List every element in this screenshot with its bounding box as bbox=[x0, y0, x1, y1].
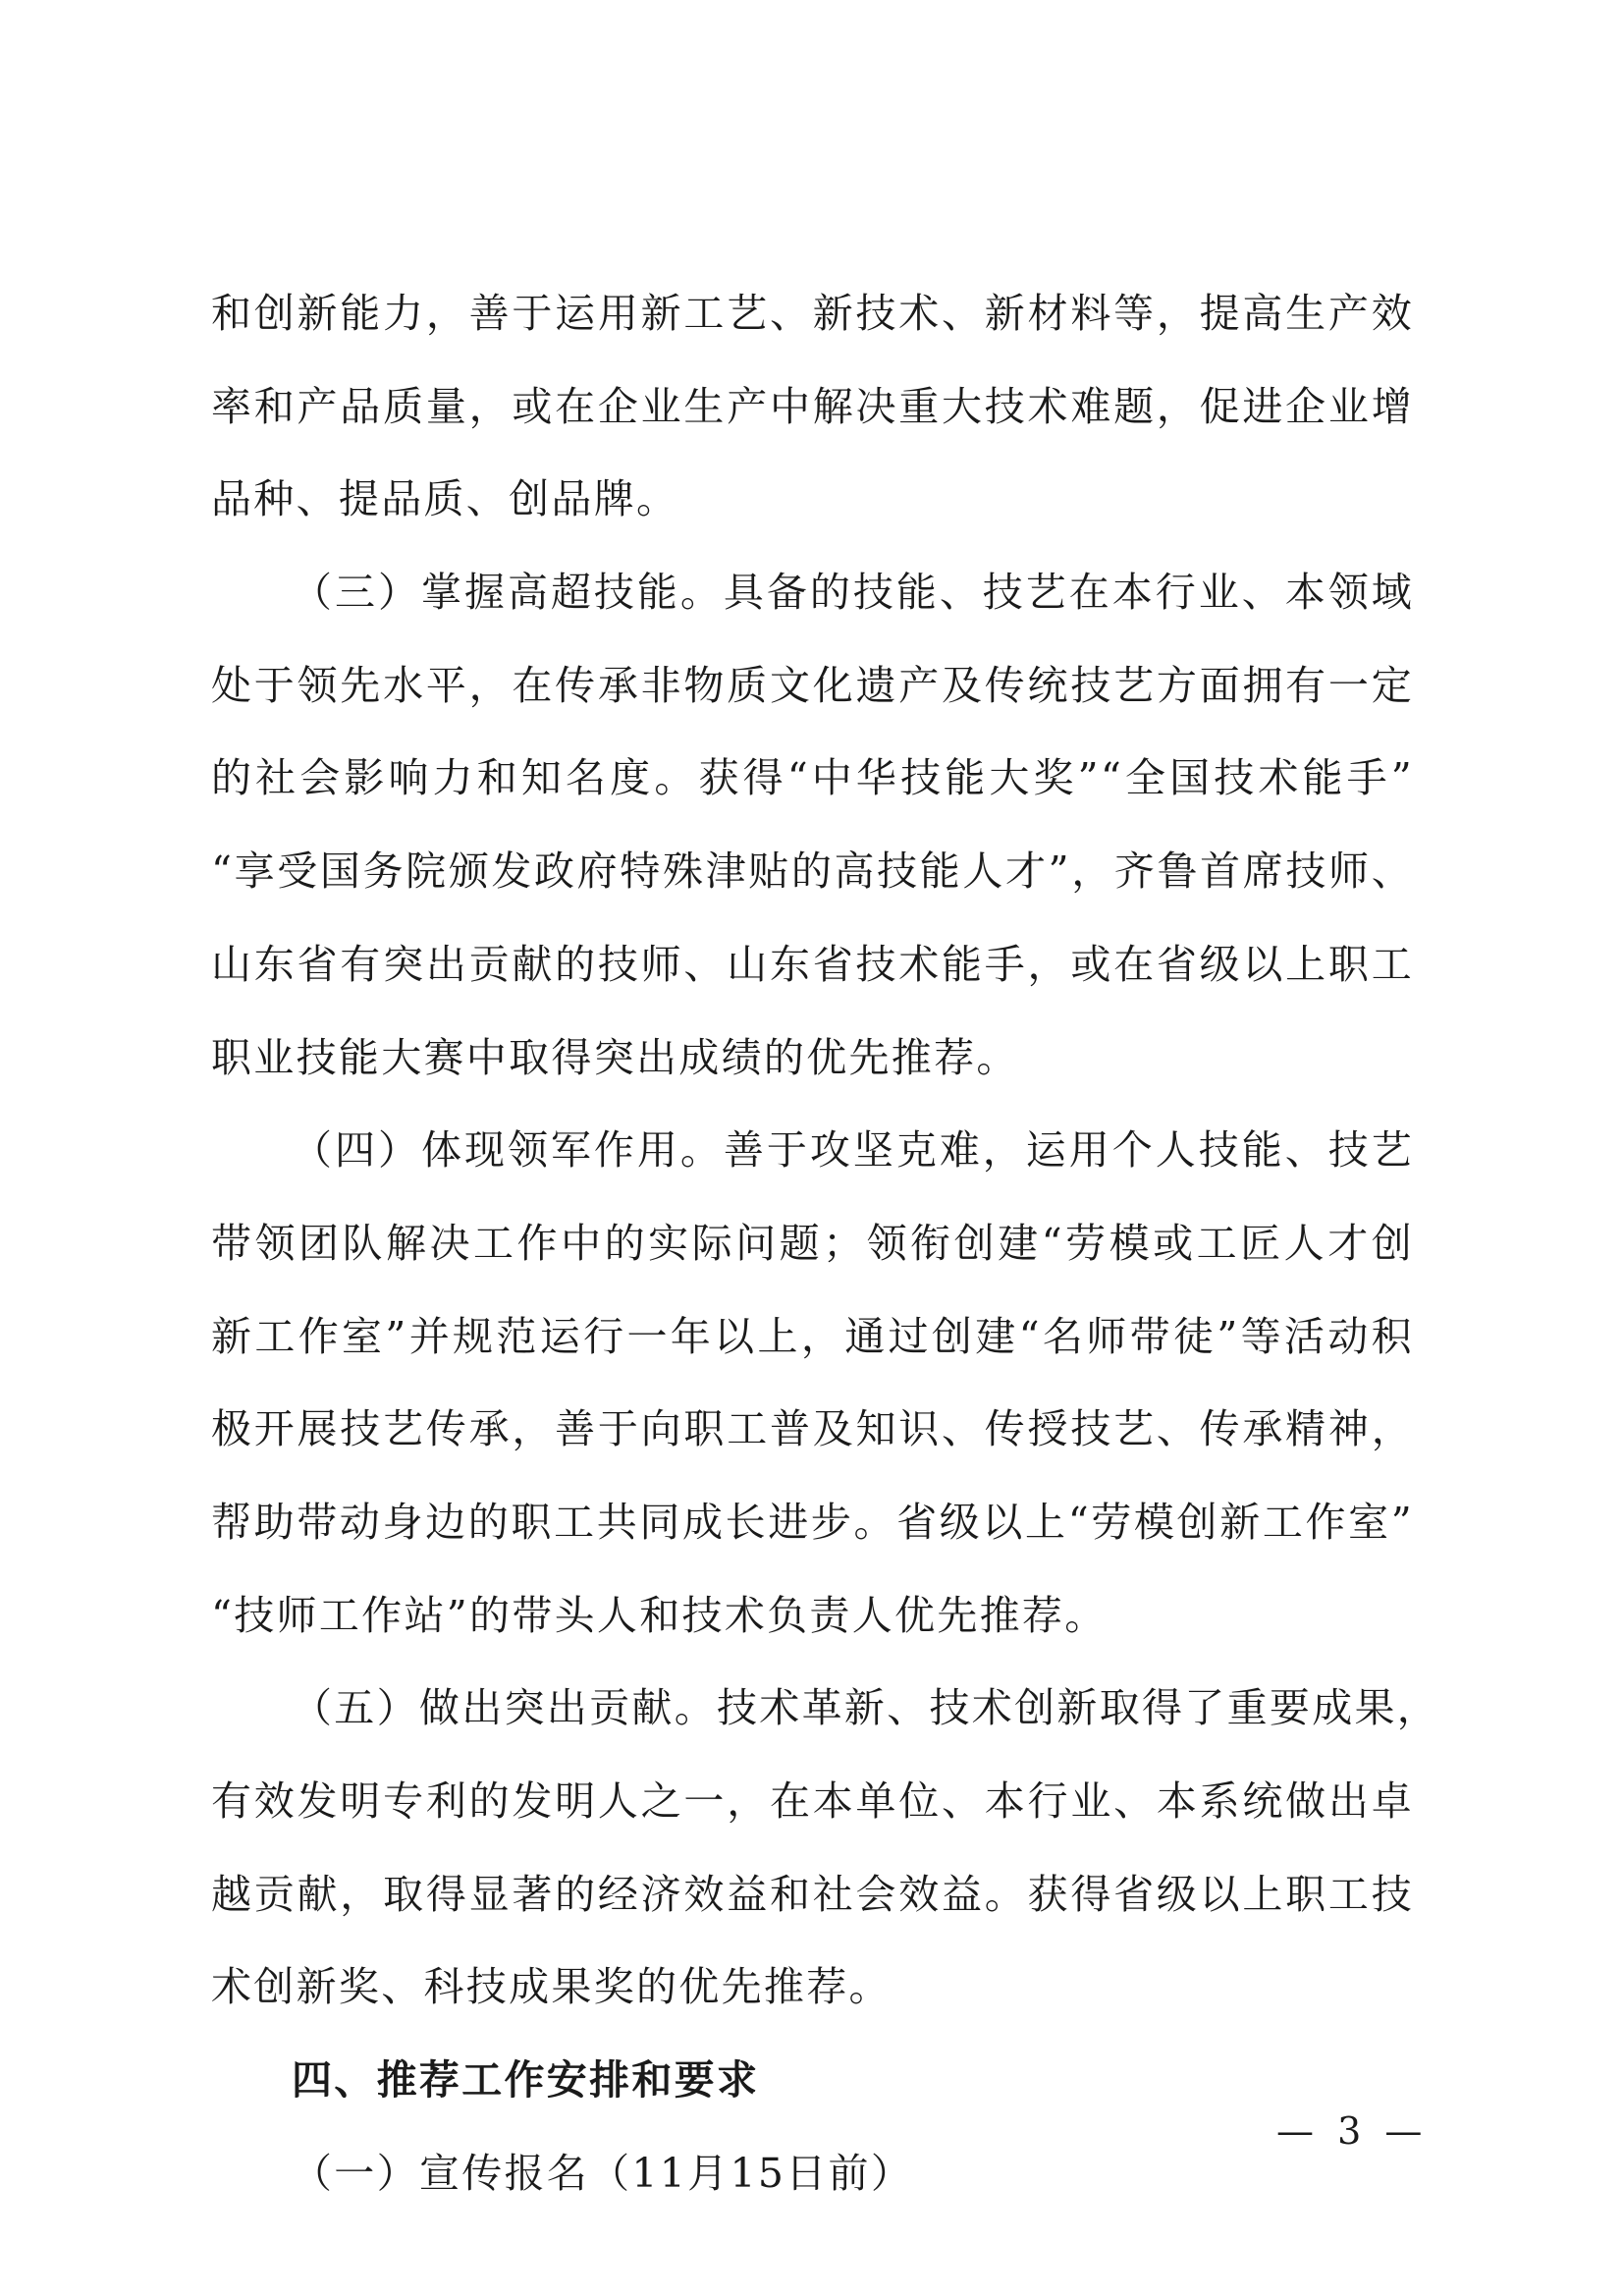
text-line: 极开展技艺传承，善于向职工普及知识、传授技艺、传承精神， bbox=[211, 1405, 1414, 1453]
text-line: 有效发明专利的发明人之一，在本单位、本行业、本系统做出卓 bbox=[211, 1777, 1414, 1825]
text-line: 的社会影响力和知名度。获得“中华技能大奖”“全国技术能手” bbox=[211, 754, 1414, 802]
page-number: — 3 — bbox=[1276, 2109, 1429, 2153]
text-line: 新工作室”并规范运行一年以上，通过创建“名师带徒”等活动积 bbox=[211, 1312, 1414, 1360]
text-line: 和创新能力，善于运用新工艺、新技术、新材料等，提高生产效 bbox=[211, 290, 1414, 337]
text-line: 品种、提品质、创品牌。 bbox=[211, 475, 679, 523]
text-line: 处于领先水平，在传承非物质文化遗产及传统技艺方面拥有一定 bbox=[211, 661, 1414, 709]
text-line: 帮助带动身边的职工共同成长进步。省级以上“劳模创新工作室” bbox=[211, 1498, 1414, 1546]
text-line: “技师工作站”的带头人和技术负责人优先推荐。 bbox=[211, 1591, 1108, 1639]
text-line: 率和产品质量，或在企业生产中解决重大技术难题，促进企业增 bbox=[211, 382, 1414, 430]
text-line: “享受国务院颁发政府特殊津贴的高技能人才”，齐鲁首席技师、 bbox=[211, 847, 1414, 896]
text-line: （五）做出突出贡献。技术革新、技术创新取得了重要成果， bbox=[292, 1684, 1440, 1732]
text-line: （四）体现领军作用。善于攻坚克难，运用个人技能、技艺 bbox=[292, 1126, 1414, 1175]
text-line: 山东省有突出贡献的技师、山东省技术能手，或在省级以上职工 bbox=[211, 940, 1414, 988]
text-line: （一）宣传报名（11月15日前） bbox=[292, 2149, 914, 2197]
document-body bbox=[211, 267, 1440, 2219]
text-line: 术创新奖、科技成果奖的优先推荐。 bbox=[211, 1963, 892, 2011]
text-line: 职业技能大赛中取得突出成绩的优先推荐。 bbox=[211, 1033, 1019, 1081]
text-line: 越贡献，取得显著的经济效益和社会效益。获得省级以上职工技 bbox=[211, 1870, 1414, 1918]
section-heading: 四、推荐工作安排和要求 bbox=[292, 2056, 760, 2105]
text-line: （三）掌握高超技能。具备的技能、技艺在本行业、本领域 bbox=[292, 569, 1414, 617]
text-line: 带领团队解决工作中的实际问题；领衔创建“劳模或工匠人才创 bbox=[211, 1219, 1414, 1267]
